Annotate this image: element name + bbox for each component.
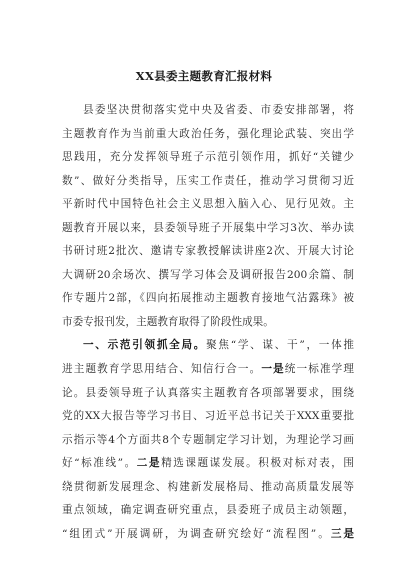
paragraph-2-line: 示指示等4个方面共8个专题制定学习计划，为理论学习画 — [62, 433, 354, 446]
bold-ordinal: 一是 — [261, 363, 285, 376]
document-body — [62, 99, 354, 546]
paragraph-2-text: 进主题教育学思用结合、知信行合一。 — [62, 363, 262, 376]
paragraph-2-line: 论。县委领导班子认真落实主题教育各项部署要求，围绕 — [62, 386, 354, 399]
paragraph-1-line: 平新时代中国特色社会主义思想入脑入心、见行见效。主 — [62, 198, 354, 211]
paragraph-2-line — [62, 334, 354, 358]
bold-ordinal: 二是 — [136, 457, 162, 470]
paragraph-2-text: 好“标准线”。 — [62, 457, 137, 470]
paragraph-2-line: 重点领域，确定调查研究重点，县委班子成员主动领题， — [62, 504, 354, 517]
paragraph-1-line: 主题教育作为当前重大政治任务，强化理论武装、突出学 — [62, 127, 354, 140]
paragraph-2-line — [62, 452, 354, 476]
paragraph-2-text: 聚焦“学、谋、干”，一体推 — [206, 339, 354, 352]
paragraph-1-line: 市委专报刊发，主题教育取得了阶段性成果。 — [62, 315, 274, 328]
paragraph-1-line: 大调研20余场次、撰写学习体会及调研报告200余篇、制 — [62, 268, 354, 281]
bold-ordinal: 三是 — [330, 527, 354, 540]
paragraph-1-line: 思践用，充分发挥领导班子示范引领作用，抓好“关键少 — [62, 151, 354, 164]
paragraph-2-line — [62, 358, 354, 382]
paragraph-1-line: 题教育开展以来，县委领导班子开展集中学习3次、举办读 — [62, 221, 354, 234]
paragraph-1-line: 书研讨班2批次、邀请专家教授解读讲座2次、开展大讨论 — [62, 245, 354, 258]
paragraph-2-text: 统一标准学理 — [284, 363, 355, 376]
paragraph-2-text: 精选课题谋发展。积极对标对表，围 — [161, 457, 354, 470]
paragraph-1-line: 作专题片2部，《四向拓展推动主题教育接地气沾露珠》被 — [62, 292, 354, 305]
paragraph-2-line: 绕贯彻新发展理念、构建新发展格局、推动高质量发展等 — [62, 480, 354, 493]
paragraph-2-line: 党的XX大报告等学习书目、习近平总书记关于XXX重要批 — [62, 410, 354, 423]
section-heading: 一、示范引领抓全局。 — [83, 339, 207, 352]
paragraph-1-line: 县委坚决贯彻落实党中央及省委、市委安排部署，将 — [83, 104, 354, 116]
paragraph-1-line: 数”、做好分类指导，压实工作责任，推动学习贯彻习近 — [62, 174, 354, 187]
paragraph-2-line — [62, 523, 354, 547]
paragraph-2-text: “组团式”开展调研，为调查研究绘好“流程图”。 — [62, 527, 331, 540]
document-title: XX县委主题教育汇报材料 — [135, 69, 273, 83]
